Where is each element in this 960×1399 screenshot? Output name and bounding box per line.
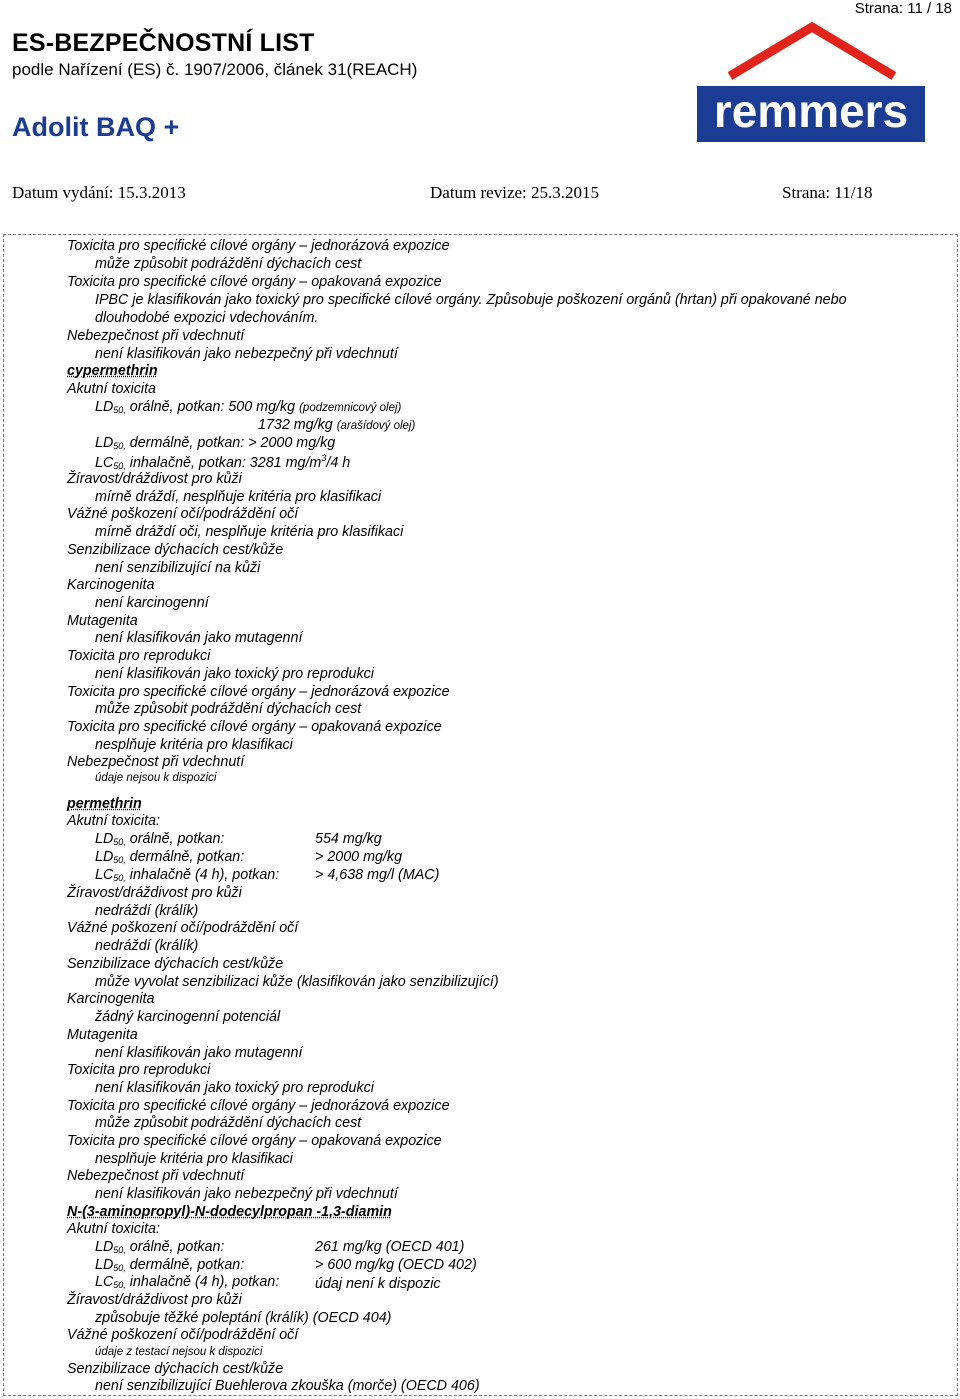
text-line: Karcinogenita — [67, 577, 155, 593]
remmers-logo — [694, 20, 928, 150]
lc50-inhal: $LC_{50,}$ inhalačně (4 h), potkan: — [95, 1274, 280, 1290]
text-line: Senzibilizace dýchacích cest/kůže — [67, 542, 284, 558]
text-line: Žíravost/dráždivost pro kůži — [67, 1292, 242, 1308]
text-line: mírně dráždí oči, nesplňuje kritéria pro klasifikaci — [95, 524, 404, 540]
ld50-dermal: $LD_{50,}$ dermálně, potkan: > 2000 mg/kg — [95, 435, 336, 451]
text-line: může způsobit podráždění dýchacích cest — [95, 1115, 362, 1131]
text-line: nesplňuje kritéria pro klasifikaci — [95, 1151, 293, 1167]
issue-date: Datum vydání: 15.3.2013 — [12, 183, 186, 202]
text-line: není klasifikován jako toxický pro reprodukci — [95, 666, 374, 682]
value: 554 mg/kg — [315, 831, 382, 847]
text-line: Vážné poškození očí/podráždění očí — [67, 506, 299, 522]
text-line: může vyvolat senzibilizaci kůže (klasifikován jako senzibilizující) — [95, 974, 499, 990]
text-line: Toxicita pro specifické cílové orgány – jednorázová expozice — [67, 684, 450, 700]
product-name: Adolit BAQ + — [12, 112, 180, 142]
revision-date: Datum revize: 25.3.2015 — [430, 183, 600, 202]
text-line: Vážné poškození očí/podráždění očí — [67, 1327, 299, 1343]
lc50-inhal: $LC_{50,}$ inhalačně (4 h), potkan: — [95, 867, 280, 883]
ld50-dermal: $LD_{50,}$ dermálně, potkan: — [95, 849, 245, 865]
ld50-oral: $LD_{50,}$ orálně, potkan: — [95, 831, 225, 847]
lc50-inhal: $LC_{50,}$ inhalačně, potkan: 3281 $mg/m^3/4$ h — [95, 453, 351, 471]
text-line: Toxicita pro specifické cílové orgány – jednorázová expozice — [67, 238, 450, 254]
text-line: Nebezpečnost při vdechnutí — [67, 1168, 245, 1184]
ld50-oral-alt: 1732 mg/kg (arašídový olej) — [258, 417, 416, 433]
value: > 2000 mg/kg — [315, 849, 403, 865]
text-line: není klasifikován jako nebezpečný při vdechnutí — [95, 346, 398, 362]
substance-heading: permethrin — [67, 796, 142, 812]
text-line: Žíravost/dráždivost pro kůži — [67, 885, 242, 901]
substance-heading: cypermethrin — [67, 363, 158, 379]
document-title: ES-BEZPEČNOSTNÍ LIST — [12, 29, 315, 57]
text-line: Nebezpečnost při vdechnutí — [67, 328, 245, 344]
text-line: způsobuje těžké poleptání (králík) (OECD 404) — [95, 1310, 392, 1326]
text-line: Toxicita pro reprodukci — [67, 1062, 211, 1078]
text-line: Toxicita pro reprodukci — [67, 648, 211, 664]
text-line: Vážné poškození očí/podráždění očí — [67, 920, 299, 936]
text-line: není klasifikován jako mutagenní — [95, 630, 303, 646]
text-line: Akutní toxicita — [67, 381, 156, 397]
substance-heading: N-(3-aminopropyl)-N-dodecylpropan -1,3-diamin — [67, 1204, 392, 1220]
ld50-oral: $LD_{50,}$ orálně, potkan: 500 mg/kg (podzemnicový olej) — [95, 399, 402, 415]
page-number-top: Strana: 11 / 18 — [854, 0, 952, 17]
text-line: Toxicita pro specifické cílové orgány – opakovaná expozice — [67, 274, 442, 290]
text-line: není karcinogenní — [95, 595, 209, 611]
text-line: není klasifikován jako toxický pro reprodukci — [95, 1080, 374, 1096]
value: údaj není k dispozic — [315, 1276, 441, 1292]
text-line: nedráždí (králík) — [95, 938, 199, 954]
text-line: není senzibilizující na kůži — [95, 560, 261, 576]
value: 261 mg/kg (OECD 401) — [315, 1239, 465, 1255]
text-line: Toxicita pro specifické cílové orgány – opakovaná expozice — [67, 719, 442, 735]
text-line: může způsobit podráždění dýchacích cest — [95, 256, 362, 272]
text-line: Senzibilizace dýchacích cest/kůže — [67, 956, 284, 972]
text-line: mírně dráždí, nesplňuje kritéria pro klasifikaci — [95, 489, 382, 505]
text-line: Mutagenita — [67, 613, 138, 629]
value: > 4,638 mg/l (MAC) — [315, 867, 440, 883]
text-line: IPBC je klasifikován jako toxický pro specifické cílové orgány. Způsobuje poškození orgánů (hrtan) při opakované nebo — [95, 292, 847, 308]
text-line: Toxicita pro specifické cílové orgány – opakovaná expozice — [67, 1133, 442, 1149]
text-line: nesplňuje kritéria pro klasifikaci — [95, 737, 293, 753]
text-line: Žíravost/dráždivost pro kůži — [67, 471, 242, 487]
text-line: údaje nejsou k dispozici — [95, 772, 217, 784]
text-line: není klasifikován jako mutagenní — [95, 1045, 303, 1061]
text-line: žádný karcinogenní potenciál — [95, 1009, 281, 1025]
text-line: Nebezpečnost při vdechnutí — [67, 754, 245, 770]
page-number: Strana: 11/18 — [782, 183, 873, 202]
text-line: Senzibilizace dýchacích cest/kůže — [67, 1361, 284, 1377]
ld50-oral: $LD_{50,}$ orálně, potkan: — [95, 1239, 225, 1255]
text-line: Karcinogenita — [67, 991, 155, 1007]
text-line: Mutagenita — [67, 1027, 138, 1043]
text-line: údaje z testací nejsou k dispozici — [95, 1346, 263, 1358]
text-line: Toxicita pro specifické cílové orgány – jednorázová expozice — [67, 1098, 450, 1114]
document-subtitle: podle Nařízení (ES) č. 1907/2006, článek 31(REACH) — [12, 60, 418, 79]
text-line: může způsobit podráždění dýchacích cest — [95, 701, 362, 717]
text-line: není senzibilizující Buehlerova zkouška (morče) (OECD 406) — [95, 1378, 480, 1394]
logo-wordmark: remmers — [713, 85, 909, 137]
text-line: Akutní toxicita: — [67, 1221, 160, 1237]
value: > 600 mg/kg (OECD 402) — [315, 1257, 477, 1273]
ld50-dermal: $LD_{50,}$ dermálně, potkan: — [95, 1257, 245, 1273]
text-line: dlouhodobé expozici vdechováním. — [95, 310, 319, 326]
text-line: není klasifikován jako nebezpečný při vdechnutí — [95, 1186, 398, 1202]
text-line: Akutní toxicita: — [67, 813, 160, 829]
text-line: nedráždí (králík) — [95, 903, 199, 919]
